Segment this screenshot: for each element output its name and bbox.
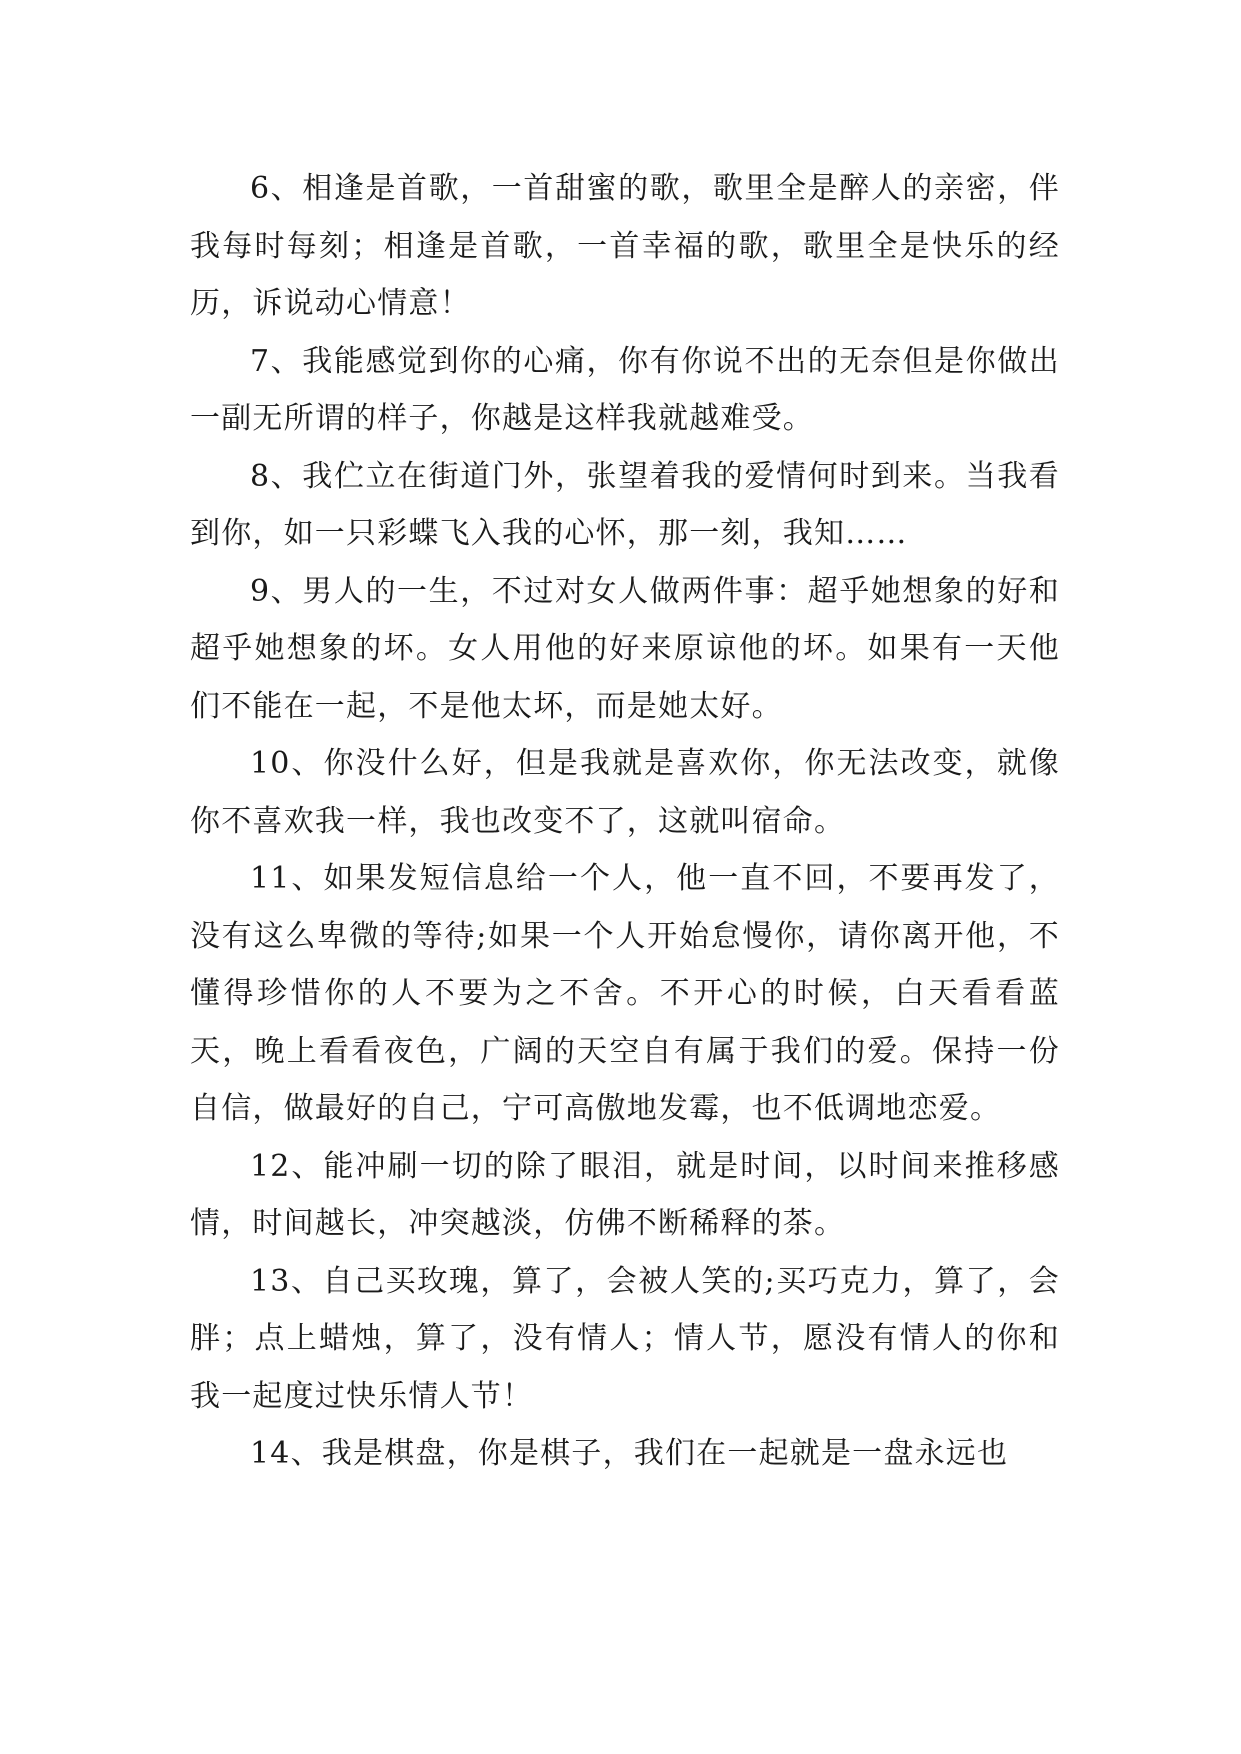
paragraph-7: 7、我能感觉到你的心痛，你有你说不出的无奈但是你做出一副无所谓的样子，你越是这样我就越难受。 xyxy=(190,343,1060,436)
paragraph-8: 8、我伫立在街道门外，张望着我的爱情何时到来。当我看到你，如一只彩蝶飞入我的心怀，那一刻，我知…… xyxy=(190,458,1060,551)
paragraph-6: 6、相逢是首歌，一首甜蜜的歌，歌里全是醉人的亲密，伴我每时每刻；相逢是首歌，一首幸福的歌，歌里全是快乐的经历，诉说动心情意！ xyxy=(190,171,1060,321)
paragraph-10: 10、你没什么好，但是我就是喜欢你，你无法改变，就像你不喜欢我一样，我也改变不了，这就叫宿命。 xyxy=(190,746,1060,839)
paragraph-11: 11、如果发短信息给一个人，他一直不回，不要再发了，没有这么卑微的等待;如果一个人开始怠慢你，请你离开他，不懂得珍惜你的人不要为之不舍。不开心的时候，白天看看蓝天，晚上看看夜色，广阔的天空自有属于我们的爱。保持一份自信，做最好的自己，宁可高傲地发霉，也不低调地恋爱。 xyxy=(190,861,1060,1126)
paragraph-12: 12、能冲刷一切的除了眼泪，就是时间，以时间来推移感情，时间越长，冲突越淡，仿佛不断稀释的茶。 xyxy=(190,1148,1060,1241)
paragraph-14: 14、我是棋盘，你是棋子，我们在一起就是一盘永远也 xyxy=(250,1436,1009,1471)
paragraph-13: 13、自己买玫瑰，算了，会被人笑的;买巧克力，算了，会胖；点上蜡烛，算了，没有情人；情人节，愿没有情人的你和我一起度过快乐情人节！ xyxy=(190,1263,1060,1414)
paragraph-9: 9、男人的一生，不过对女人做两件事：超乎她想象的好和超乎她想象的坏。女人用他的好来原谅他的坏。如果有一天他们不能在一起，不是他太坏，而是她太好。 xyxy=(190,573,1060,724)
document-body xyxy=(190,160,1060,1483)
